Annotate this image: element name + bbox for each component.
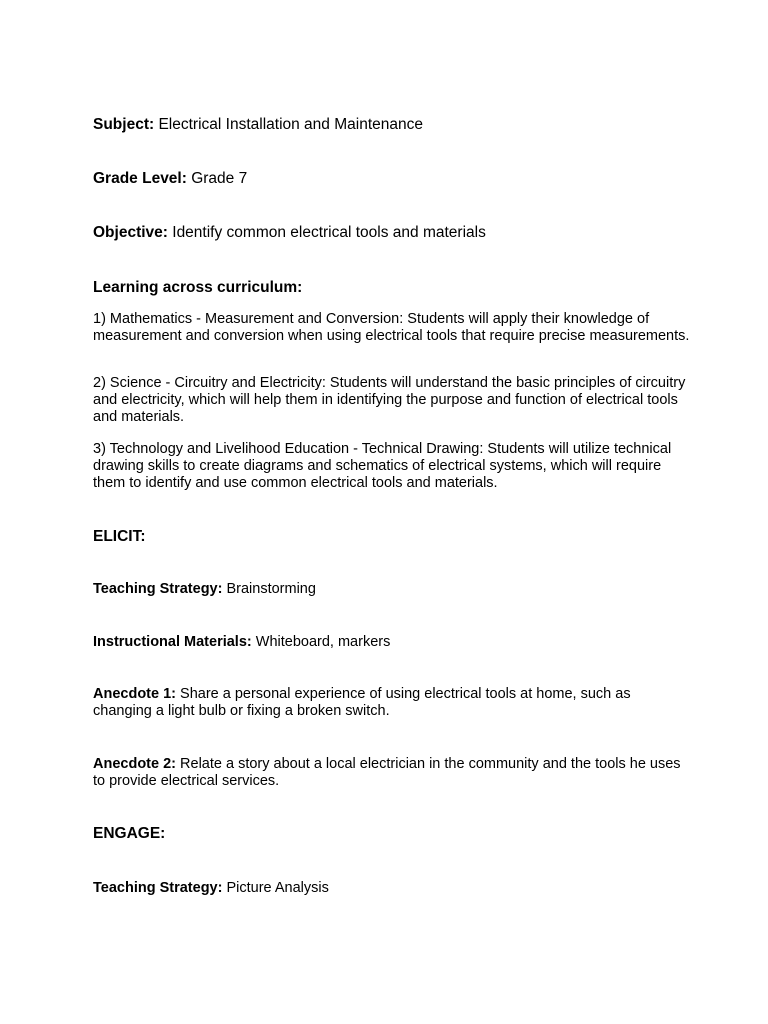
grade-level-line	[93, 170, 247, 188]
instructional-materials-line	[93, 634, 390, 650]
elicit-teaching-strategy-value: Brainstorming	[222, 581, 316, 597]
instructional-materials-label: Instructional Materials:	[93, 634, 252, 650]
anecdote-2-value: Relate a story about a local electrician in the community and the tools he uses to provide electrical services.	[93, 756, 681, 789]
anecdote-1-value: Share a personal experience of using electrical tools at home, such as changing a light bulb or fixing a broken switch.	[93, 686, 631, 719]
engage-teaching-strategy-line	[93, 880, 329, 896]
anecdote-1	[93, 686, 693, 720]
engage-teaching-strategy-label: Teaching Strategy:	[93, 880, 223, 896]
anecdote-1-label: Anecdote 1:	[93, 686, 176, 702]
objective-value: Identify common electrical tools and materials	[167, 224, 486, 241]
curriculum-item-3: 3) Technology and Livelihood Education - Technical Drawing: Students will utilize technical drawing skills to create diagrams and schematics of electrical systems, which will require them to identify and use common electrical tools and materials.	[93, 441, 672, 491]
elicit-teaching-strategy-line	[93, 581, 316, 597]
subject-value: Electrical Installation and Maintenance	[154, 116, 423, 133]
anecdote-2-label: Anecdote 2:	[93, 756, 176, 772]
elicit-teaching-strategy-label: Teaching Strategy:	[93, 581, 223, 597]
subject-line	[93, 116, 423, 134]
grade-level-label: Grade Level:	[93, 170, 187, 187]
elicit-heading: ELICIT:	[93, 528, 146, 545]
objective-line	[93, 224, 486, 242]
curriculum-item-2: 2) Science - Circuitry and Electricity: Students will understand the basic principles of circuitry and electricity, which will help them in identifying the purpose and function of electrical tools and materials.	[93, 375, 686, 425]
anecdote-2	[93, 756, 693, 790]
objective-label: Objective:	[93, 224, 168, 241]
subject-label: Subject:	[93, 116, 155, 133]
engage-teaching-strategy-value: Picture Analysis	[222, 880, 329, 896]
curriculum-item-1: 1) Mathematics - Measurement and Conversion: Students will apply their knowledge of measurement and conversion when using electrical tools that require precise measurements.	[93, 311, 690, 344]
engage-heading: ENGAGE:	[93, 825, 166, 842]
grade-level-value: Grade 7	[186, 170, 248, 187]
instructional-materials-value: Whiteboard, markers	[251, 634, 391, 650]
learning-across-curriculum-heading: Learning across curriculum:	[93, 279, 303, 296]
